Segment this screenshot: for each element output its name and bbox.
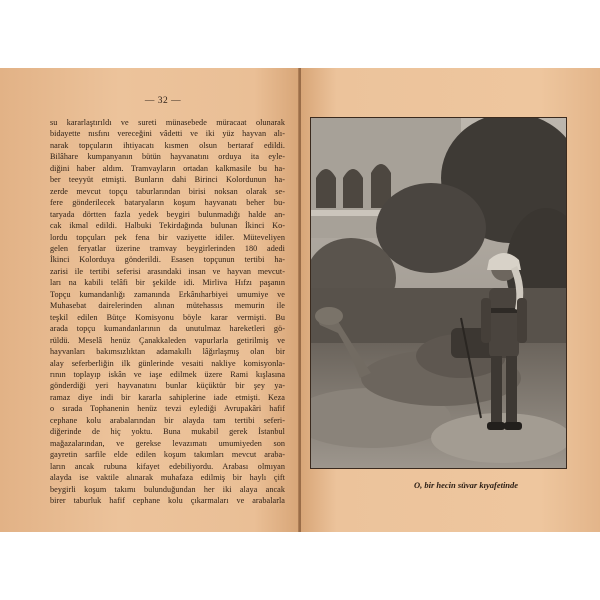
text-line: mağazalarından, ve gerekse levazımatı umumiyeden son xyxy=(50,438,285,448)
text-line: gönderdiği yeri hayvanatını bunlar küçüktür bir şey ya- xyxy=(50,381,285,391)
text-line: teşkil edilen Bütçe Komisyonu böyle karar vermişti. Bu xyxy=(50,312,285,322)
camel-rider-photo xyxy=(311,118,566,468)
text-line: rüldü. Meselâ henüz Çanakkaleden vapurlarla getirilmiş ve xyxy=(50,335,285,345)
text-line: diğini haber aldım. Tramvayların ortadan kalkmasile bu ha- xyxy=(50,163,285,173)
text-line: İkinci Kolorduya gönderildi. Esasen topçunun tertibi ha- xyxy=(50,255,285,265)
body-text xyxy=(50,117,285,506)
text-line: alayda ise vaktile alınarak muhafaza edilmiş bir haylı çift xyxy=(50,473,285,483)
text-line: Topçu kumandanlığı zamanında Erkânıharbiyei umumiye ve xyxy=(50,289,285,299)
left-page xyxy=(0,68,299,532)
text-line: zerde mevcut topçu taburlarından birisi noksan olarak se- xyxy=(50,186,285,196)
text-line: diğerinde de hiç yoktu. Buna mukabil gerek İstanbul xyxy=(50,427,285,437)
text-line: rının toplayıp iskân ve iaşe edilmek üzere Rami kışlasına xyxy=(50,369,285,379)
text-line: Bilâhare kumpanyanın bütün hayvanatını orduya ita eyle- xyxy=(50,152,285,162)
text-line: narak topçuların ihtiyacatı kısmen olsun bertaraf edildi. xyxy=(50,140,285,150)
text-line: o sırada Tophanenin henüz tevzi eylediği Avrupakâri hafif xyxy=(50,404,285,414)
text-line: beygirli koşum takımı bulunduğundan her iki alaya ancak xyxy=(50,484,285,494)
text-line: ların ancak rubuna kifayet edebiliyordu. Arabası olmıyan xyxy=(50,461,285,471)
text-line: birer taburluk hafif cephane kolu çıkarmaları ve arabalarla xyxy=(50,495,285,505)
text-line: ramaz diye indi bir kararla sahiplerine iade etmişti. Keza xyxy=(50,392,285,402)
text-line: gayretin sarfile elde edilen koşum takımları mevcut araba- xyxy=(50,450,285,460)
text-line: su kararlaştırıldı ve sureti münasebede müracaat olunarak xyxy=(50,118,285,127)
text-line: cak ikmal edildi. Halbuki Tekirdağında bulunan İkinci Ko- xyxy=(50,221,285,231)
text-line: ber teeyyüt etmişti. Bunların dahi Birinci Kolordunun ha- xyxy=(50,175,285,185)
right-page xyxy=(301,68,600,532)
text-line: arada topçu kumandanlarının da unutulmaz hareketleri gö- xyxy=(50,324,285,334)
text-line: alay seferberliğin ilk günlerinde vesaiti nakliye komisyonla- xyxy=(50,358,285,368)
text-line: cephane kolu arabalarından bir alayda tam tertibi seferi- xyxy=(50,415,285,425)
text-line: taryada dörtten fazla yedek beygiri bulunmadığı halde an- xyxy=(50,209,285,219)
text-line: bidayette nısfını vereceğini vâdetti ve iki yüz hayvan alı- xyxy=(50,129,285,139)
text-line: Muhasebat dairelerinden alınan mütehassıs memurin ile xyxy=(50,301,285,311)
photo-caption: O, bir hecin süvar kıyafetinde xyxy=(413,480,519,490)
text-line: lordu topçuları pek fena bir vaziyette idiler. Müteveliyen xyxy=(50,232,285,242)
text-line: hayvanları bakımsızlıktan adamakıllı lâğırlaşmış olan bir xyxy=(50,347,285,357)
photograph xyxy=(310,117,567,469)
page-number: — 32 — xyxy=(144,96,182,106)
book-spread xyxy=(0,68,600,532)
text-line: ları na kabili telâfi bir şekilde idi. Mirliva Hıfzı paşanın xyxy=(50,278,285,288)
text-line: zarisi ile tertibi seferisi arasındaki insan ve hayvan mevcut- xyxy=(50,266,285,276)
text-line: fere gönderilecek bataryaların koşum hayvanatı beher bu- xyxy=(50,198,285,208)
text-line: gelen feryatlar üzerine tramvay beygirlerinden 180 adedi xyxy=(50,243,285,253)
